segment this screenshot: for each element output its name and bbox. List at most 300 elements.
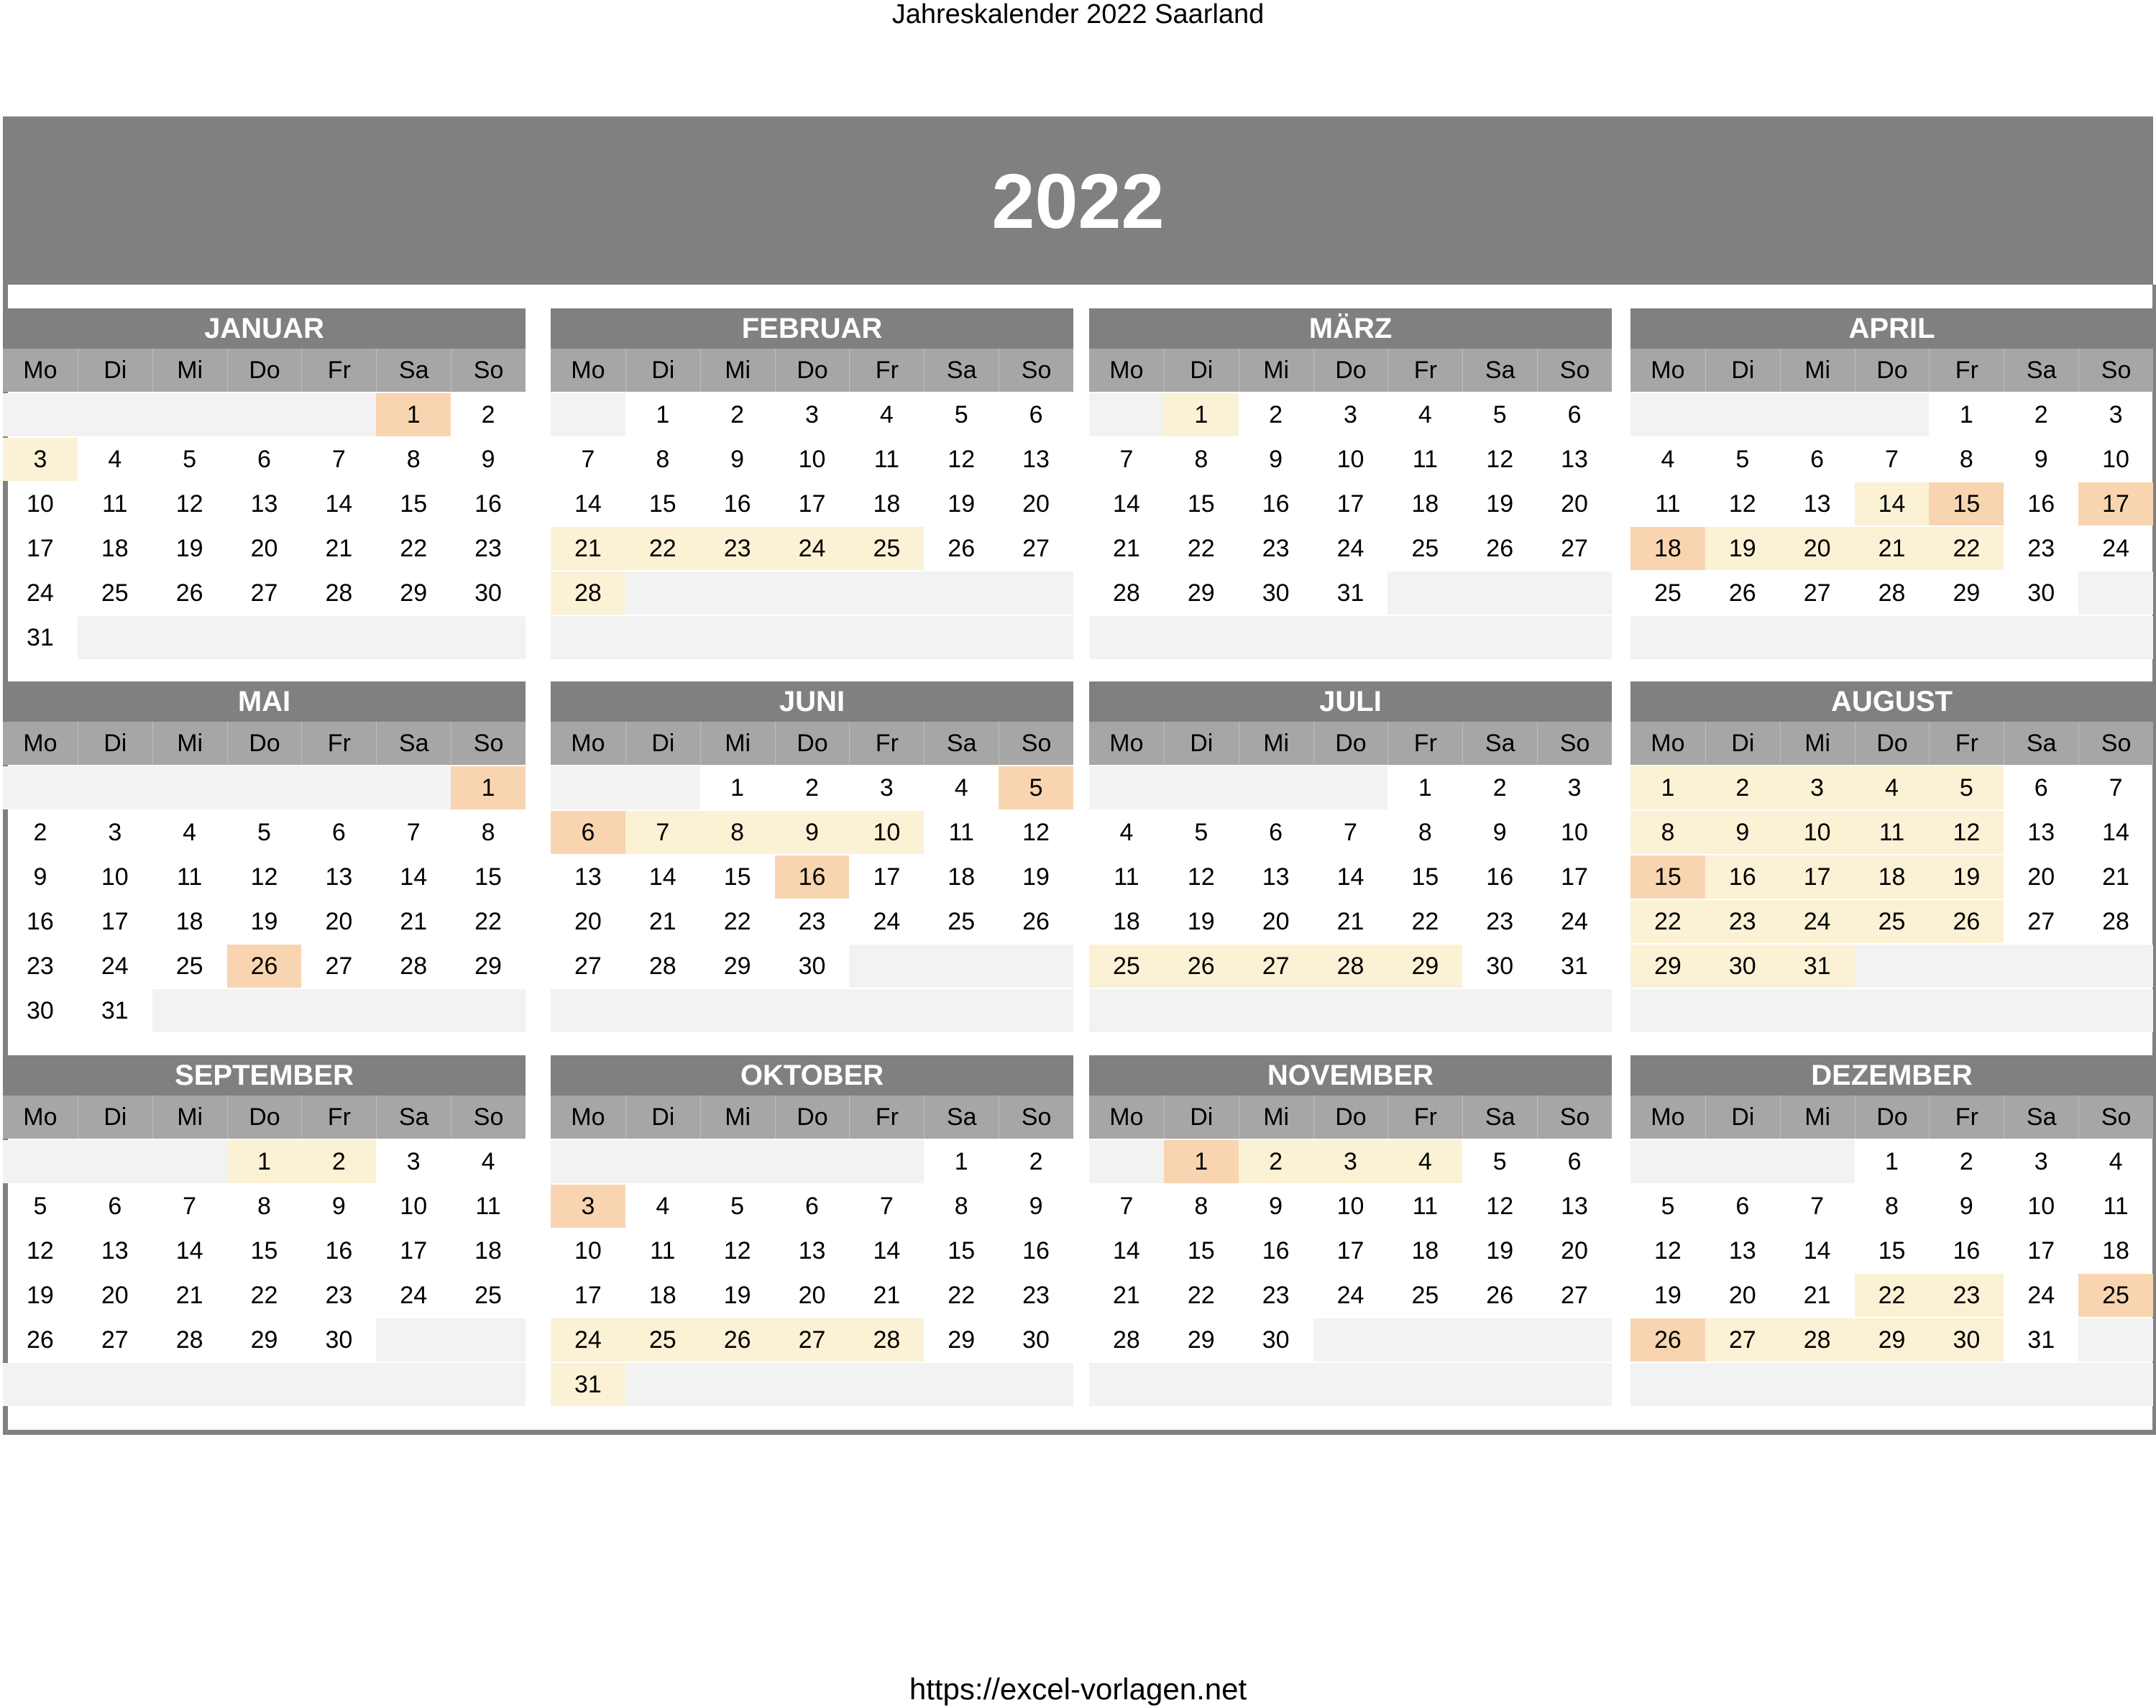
day-cell: 17 (1336, 1236, 1364, 1264)
day-cell: 20 (1561, 490, 1588, 518)
day-cell: 23 (798, 907, 826, 935)
weekday-label: Fr (301, 349, 376, 392)
day-cell: 14 (400, 863, 428, 891)
empty-cell (227, 393, 302, 436)
weekday-label: Di (625, 349, 700, 392)
day-cell: 13 (325, 863, 353, 891)
day-cell: 5 (1661, 1192, 1675, 1220)
day-cell: 17 (101, 907, 129, 935)
empty-cell (451, 1363, 526, 1406)
day-cell: 2 (730, 400, 745, 428)
weekday-label: So (2078, 1096, 2153, 1139)
day-cell: 13 (798, 1236, 826, 1264)
empty-cell (1630, 393, 1705, 436)
month-name: JUNI (551, 681, 1073, 722)
day-cell: 15 (1929, 482, 2004, 525)
day-grid (3, 1139, 526, 1406)
empty-cell (625, 616, 700, 659)
empty-cell (376, 989, 451, 1032)
day-grid (1089, 1139, 1612, 1406)
day-cell: 23 (474, 534, 502, 562)
day-cell: 25 (1855, 900, 1930, 943)
empty-cell (301, 393, 376, 436)
day-cell: 30 (1486, 952, 1514, 980)
empty-cell (700, 571, 775, 615)
empty-cell (625, 1140, 700, 1183)
empty-cell (1387, 989, 1462, 1032)
weekday-label: Do (227, 1096, 302, 1139)
day-cell: 19 (27, 1281, 54, 1309)
day-cell: 17 (2078, 482, 2153, 525)
weekday-label: Mo (1651, 356, 1685, 384)
day-cell: 20 (798, 1281, 826, 1309)
empty-cell (1313, 989, 1388, 1032)
empty-cell (1705, 393, 1780, 436)
year-banner: 2022 (3, 116, 2153, 285)
weekday-label: Sa (1462, 722, 1537, 765)
day-cell: 6 (1567, 1147, 1582, 1175)
empty-cell (451, 1318, 526, 1362)
empty-cell (2004, 945, 2078, 988)
weekday-label: Sa (1462, 1096, 1537, 1139)
day-cell: 12 (723, 1236, 751, 1264)
empty-cell (2004, 989, 2078, 1032)
empty-cell (1780, 989, 1855, 1032)
weekday-header-row (1089, 1096, 1612, 1139)
weekday-label: Mo (571, 1103, 605, 1131)
empty-cell (2078, 571, 2153, 615)
day-cell: 11 (1114, 863, 1139, 891)
day-cell: 18 (175, 907, 203, 935)
empty-cell (625, 571, 700, 615)
day-cell: 29 (400, 579, 428, 607)
day-cell: 29 (1630, 945, 1705, 988)
day-cell: 16 (2027, 490, 2055, 518)
day-cell: 4 (1387, 1140, 1462, 1183)
month-mai (3, 681, 526, 1032)
day-grid (3, 765, 526, 1032)
day-cell: 14 (1336, 863, 1364, 891)
day-cell: 30 (474, 579, 502, 607)
day-cell: 20 (101, 1281, 129, 1309)
day-cell: 15 (1411, 863, 1439, 891)
empty-cell (376, 1318, 451, 1362)
day-cell: 23 (27, 952, 54, 980)
day-cell: 4 (954, 773, 968, 802)
day-cell: 7 (1119, 445, 1134, 473)
day-cell: 12 (175, 490, 203, 518)
day-cell: 19 (1654, 1281, 1682, 1309)
weekday-label: Mi (1780, 349, 1855, 392)
day-cell: 19 (723, 1281, 751, 1309)
day-cell: 29 (1855, 1318, 1930, 1362)
day-cell: 23 (1262, 1281, 1290, 1309)
empty-cell (227, 1363, 302, 1406)
day-cell: 13 (574, 863, 602, 891)
day-cell: 2 (1959, 1147, 1973, 1175)
day-cell: 31 (1561, 952, 1588, 980)
day-cell: 3 (2034, 1147, 2048, 1175)
empty-cell (700, 1363, 775, 1406)
day-grid (1630, 392, 2153, 659)
day-cell: 3 (406, 1147, 421, 1175)
day-cell: 23 (1022, 1281, 1050, 1309)
day-cell: 1 (1959, 400, 1973, 428)
day-cell: 1 (954, 1147, 968, 1175)
weekday-label: Di (1705, 1096, 1780, 1139)
day-cell: 17 (2027, 1236, 2055, 1264)
day-cell: 15 (723, 863, 751, 891)
weekday-label: Do (775, 722, 850, 765)
day-cell: 7 (1810, 1192, 1825, 1220)
day-cell: 20 (250, 534, 278, 562)
day-cell: 16 (775, 855, 850, 899)
day-cell: 14 (1855, 482, 1930, 525)
day-cell: 19 (1486, 490, 1514, 518)
day-cell: 26 (175, 579, 203, 607)
day-cell: 9 (1492, 818, 1507, 846)
day-cell: 22 (1187, 534, 1215, 562)
month-name: MAI (3, 681, 526, 722)
day-cell: 16 (723, 490, 751, 518)
day-cell: 18 (873, 490, 901, 518)
day-cell: 13 (1561, 445, 1588, 473)
day-cell: 15 (1187, 490, 1215, 518)
weekday-label: So (999, 349, 1073, 392)
empty-cell (227, 989, 302, 1032)
day-cell: 14 (1113, 490, 1140, 518)
empty-cell (1313, 1318, 1388, 1362)
month-juli (1089, 681, 1612, 1032)
day-cell: 24 (551, 1318, 625, 1362)
weekday-label: Do (227, 722, 302, 765)
empty-cell (849, 571, 924, 615)
weekday-label: Do (1313, 349, 1388, 392)
day-cell: 17 (1780, 855, 1855, 899)
empty-cell (3, 1140, 78, 1183)
day-cell: 15 (1187, 1236, 1215, 1264)
empty-cell (1929, 616, 2004, 659)
empty-cell (1929, 945, 2004, 988)
day-cell: 14 (873, 1236, 901, 1264)
weekday-label: Di (625, 722, 700, 765)
day-cell: 16 (1953, 1236, 1981, 1264)
month-name: APRIL (1630, 308, 2153, 349)
empty-cell (1537, 616, 1612, 659)
empty-cell (1089, 989, 1164, 1032)
day-cell: 6 (1029, 400, 1043, 428)
day-cell: 24 (1561, 907, 1588, 935)
day-cell: 24 (1780, 900, 1855, 943)
day-cell: 23 (1705, 900, 1780, 943)
day-grid (1089, 392, 1612, 659)
day-cell: 12 (1728, 490, 1756, 518)
day-cell: 1 (1164, 1140, 1239, 1183)
day-cell: 20 (1780, 527, 1855, 570)
day-cell: 1 (1885, 1147, 1899, 1175)
day-cell: 26 (700, 1318, 775, 1362)
weekday-label: Fr (1387, 722, 1462, 765)
day-cell: 4 (481, 1147, 495, 1175)
empty-cell (1313, 1363, 1388, 1406)
day-cell: 12 (1929, 811, 2004, 854)
day-cell: 30 (1022, 1326, 1050, 1354)
day-cell: 13 (1561, 1192, 1588, 1220)
day-cell: 30 (2027, 579, 2055, 607)
day-cell: 29 (948, 1326, 976, 1354)
empty-cell (1387, 1318, 1462, 1362)
empty-cell (1239, 1363, 1313, 1406)
day-cell: 8 (700, 811, 775, 854)
day-cell: 27 (325, 952, 353, 980)
day-cell: 8 (1418, 818, 1432, 846)
day-cell: 7 (1344, 818, 1357, 846)
day-cell: 17 (798, 490, 826, 518)
day-cell: 27 (101, 1326, 129, 1354)
day-cell: 16 (1262, 1236, 1290, 1264)
day-cell: 14 (1803, 1236, 1831, 1264)
day-cell: 4 (2109, 1147, 2123, 1175)
empty-cell (1089, 766, 1164, 809)
day-cell: 25 (625, 1318, 700, 1362)
day-cell: 27 (574, 952, 602, 980)
day-cell: 14 (325, 490, 353, 518)
day-cell: 9 (730, 445, 745, 473)
weekday-header-row (3, 722, 526, 765)
empty-cell (1462, 1363, 1537, 1406)
empty-cell (2004, 616, 2078, 659)
day-cell: 25 (2078, 1274, 2153, 1317)
empty-cell (999, 945, 1073, 988)
month-name: OKTOBER (551, 1055, 1073, 1096)
day-cell: 24 (400, 1281, 428, 1309)
empty-cell (924, 571, 999, 615)
empty-cell (1630, 989, 1705, 1032)
weekday-label: Mi (700, 1096, 775, 1139)
day-cell: 10 (2027, 1192, 2055, 1220)
weekday-label: Mo (571, 729, 605, 757)
month-name: NOVEMBER (1089, 1055, 1612, 1096)
day-cell: 23 (2027, 534, 2055, 562)
weekday-label: Di (1164, 349, 1239, 392)
month-august (1630, 681, 2153, 1032)
day-cell: 29 (1187, 1326, 1215, 1354)
weekday-label: Mi (1239, 1096, 1313, 1139)
day-cell: 31 (2027, 1326, 2055, 1354)
day-cell: 24 (101, 952, 129, 980)
day-cell: 29 (723, 952, 751, 980)
empty-cell (1089, 1363, 1164, 1406)
month-name: JULI (1089, 681, 1612, 722)
weekday-label: Sa (1462, 349, 1537, 392)
day-grid (551, 392, 1073, 659)
empty-cell (625, 989, 700, 1032)
empty-cell (301, 766, 376, 809)
day-cell: 25 (849, 527, 924, 570)
day-cell: 11 (2103, 1192, 2129, 1220)
empty-cell (924, 616, 999, 659)
empty-cell (376, 1363, 451, 1406)
empty-cell (1855, 1363, 1930, 1406)
day-cell: 18 (948, 863, 976, 891)
day-cell: 6 (108, 1192, 122, 1220)
day-cell: 9 (33, 863, 47, 891)
weekday-label: Sa (924, 722, 999, 765)
weekday-label: Fr (849, 349, 924, 392)
day-cell: 7 (331, 445, 346, 473)
month-name: AUGUST (1630, 681, 2153, 722)
empty-cell (152, 1140, 227, 1183)
weekday-label: Fr (1929, 722, 2004, 765)
empty-cell (551, 393, 625, 436)
day-cell: 27 (1803, 579, 1831, 607)
empty-cell (451, 616, 526, 659)
weekday-label: Mi (1780, 722, 1855, 765)
day-cell: 11 (102, 490, 128, 518)
day-cell: 31 (551, 1363, 625, 1406)
day-cell: 21 (1113, 1281, 1140, 1309)
day-cell: 4 (656, 1192, 670, 1220)
day-cell: 5 (1929, 766, 2004, 809)
day-cell: 3 (1780, 766, 1855, 809)
day-cell: 12 (250, 863, 278, 891)
month-april (1630, 308, 2153, 659)
day-cell: 7 (1119, 1192, 1134, 1220)
weekday-label: Mo (571, 356, 605, 384)
empty-cell (999, 571, 1073, 615)
day-cell: 12 (27, 1236, 54, 1264)
weekday-label: Fr (1929, 349, 2004, 392)
day-cell: 3 (805, 400, 819, 428)
empty-cell (78, 393, 152, 436)
empty-cell (1239, 989, 1313, 1032)
empty-cell (849, 1363, 924, 1406)
day-cell: 1 (376, 393, 451, 436)
day-cell: 7 (183, 1192, 197, 1220)
day-cell: 22 (1929, 527, 2004, 570)
day-cell: 2 (301, 1140, 376, 1183)
day-cell: 26 (1630, 1318, 1705, 1362)
day-cell: 31 (27, 623, 54, 651)
weekday-label: Sa (2004, 722, 2078, 765)
day-cell: 24 (27, 579, 54, 607)
day-grid (1089, 765, 1612, 1032)
day-cell: 14 (648, 863, 676, 891)
day-cell: 21 (1336, 907, 1364, 935)
day-cell: 9 (2034, 445, 2048, 473)
empty-cell (2004, 1363, 2078, 1406)
day-cell: 26 (1486, 1281, 1514, 1309)
empty-cell (551, 1140, 625, 1183)
day-cell: 20 (2027, 863, 2055, 891)
month-name: SEPTEMBER (3, 1055, 526, 1096)
empty-cell (1164, 1363, 1239, 1406)
day-cell: 20 (1262, 907, 1290, 935)
weekday-header-row (551, 349, 1073, 392)
day-cell: 15 (1878, 1236, 1906, 1264)
empty-cell (1855, 945, 1930, 988)
day-cell: 25 (948, 907, 976, 935)
weekday-label: Mo (1109, 729, 1144, 757)
empty-cell (924, 1363, 999, 1406)
empty-cell (152, 1363, 227, 1406)
day-cell: 17 (27, 534, 54, 562)
empty-cell (849, 989, 924, 1032)
day-cell: 8 (1194, 445, 1208, 473)
day-cell: 5 (999, 766, 1073, 809)
day-cell: 14 (574, 490, 602, 518)
empty-cell (625, 766, 700, 809)
weekday-label: Di (1705, 349, 1780, 392)
day-cell: 15 (1630, 855, 1705, 899)
day-cell: 24 (2102, 534, 2129, 562)
weekday-header-row (1089, 349, 1612, 392)
day-cell: 17 (1561, 863, 1588, 891)
empty-cell (301, 616, 376, 659)
day-cell: 7 (406, 818, 421, 846)
day-cell: 27 (775, 1318, 850, 1362)
day-cell: 8 (406, 445, 421, 473)
day-cell: 14 (2102, 818, 2129, 846)
empty-cell (1705, 616, 1780, 659)
day-cell: 24 (873, 907, 901, 935)
day-cell: 30 (27, 996, 54, 1024)
day-cell: 28 (2102, 907, 2129, 935)
month-juni (551, 681, 1073, 1032)
weekday-header-row (1630, 349, 2153, 392)
day-cell: 22 (400, 534, 428, 562)
weekday-label: Mi (152, 349, 227, 392)
weekday-label: Fr (849, 1096, 924, 1139)
day-cell: 21 (175, 1281, 203, 1309)
day-cell: 4 (1418, 400, 1432, 428)
day-cell: 10 (574, 1236, 602, 1264)
empty-cell (1705, 1140, 1780, 1183)
day-cell: 8 (954, 1192, 968, 1220)
empty-cell (2078, 1318, 2153, 1362)
day-cell: 8 (257, 1192, 271, 1220)
day-cell: 10 (400, 1192, 428, 1220)
day-cell: 10 (1780, 811, 1855, 854)
day-cell: 15 (400, 490, 428, 518)
day-cell: 26 (1022, 907, 1050, 935)
day-cell: 10 (2102, 445, 2129, 473)
empty-cell (1462, 989, 1537, 1032)
empty-cell (700, 989, 775, 1032)
empty-cell (775, 571, 850, 615)
weekday-label: So (451, 722, 526, 765)
day-cell: 9 (1269, 445, 1283, 473)
day-cell: 9 (1029, 1192, 1043, 1220)
weekday-label: Sa (376, 349, 451, 392)
day-cell: 17 (1336, 490, 1364, 518)
weekday-label: Fr (1387, 1096, 1462, 1139)
empty-cell (1780, 616, 1855, 659)
day-grid (3, 392, 526, 659)
day-cell: 28 (175, 1326, 203, 1354)
day-cell: 8 (1194, 1192, 1208, 1220)
day-cell: 3 (2109, 400, 2123, 428)
empty-cell (775, 1363, 850, 1406)
day-cell: 6 (551, 811, 625, 854)
empty-cell (1780, 1363, 1855, 1406)
day-cell: 19 (175, 534, 203, 562)
day-cell: 20 (1561, 1236, 1588, 1264)
month-februar (551, 308, 1073, 659)
day-cell: 12 (1022, 818, 1050, 846)
empty-cell (551, 766, 625, 809)
day-cell: 29 (1187, 579, 1215, 607)
